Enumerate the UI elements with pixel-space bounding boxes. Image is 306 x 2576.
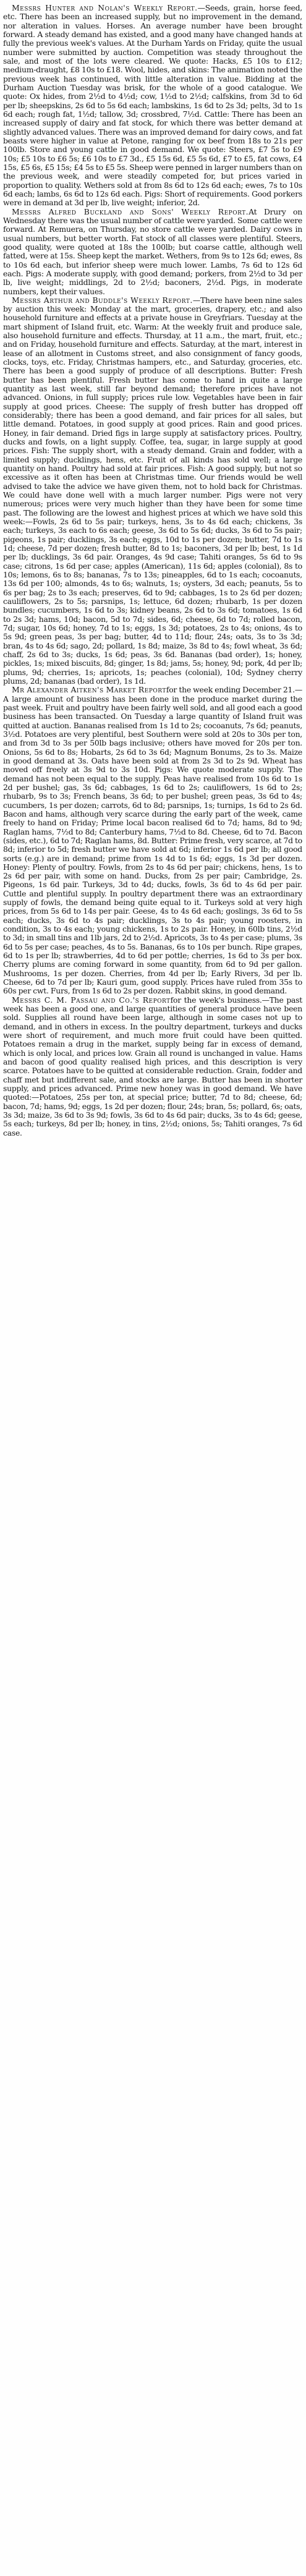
report-buckland [3,208,302,296]
report-heading: Messrs C. M. Passau and Co.'s Report [12,995,171,1005]
report-body: —Seeds, grain, horse feed, etc. There has been an increased supply, but no improvement in the demand, nor alteration in values. Horses. An average number have been brought forward. A steady demand has existed, and a good many have changed hands at fully the previous week's values. At the Durham Yards on Friday, quite the usual number were submitted by auction. Competition was steady throughout the sale, and most of the lots were cleared. We quote: Hacks, £5 10s to £12; medium-draught, £8 10s to £18. Wool, hides, and skins: The animation noted the previous week has continued, with little alteration in value. Bidding at the Durham Auction Tuesday was brisk, for the whole of a good catalogue. We quote: Ox hides, from 2½d to 4½d; cow, 1½d to 2½d; calfskins, from 3d to 6d per lb; sheepskins, 2s 6d to 5s 6d each; lambskins, 1s 6d to 2s 3d; pelts, 3d to 1s 6d each; rough fat, 1½d; tallow, 3d; crossbred, 7½d. Cattle: There has been an increased supply of dairy and fat stock, for which there was better demand at slightly advanced values. There was an improved demand for dairy cows, and fat beasts were higher in value at Petone, ranging for ox beef from 18s to 21s per 100lb. Store and young cattle in good demand. We quote: Steers, £7 5s to £9 10s; £5 10s to £6 5s; £6 10s to £7 3d., £5 15s 6d, £5 5s 6d, £7 to £5, fat cows, £4 15s, £5 6s, £5 15s; £4 5s to £5 5s. Sheep were penned in larger numbers than on the previous week, and were steadily competed for, but prices varied in proportion to quality. Wethers sold at from 8s 6d to 12s 6d each; ewes, 7s to 10s 6d each; lambs, 6s 6d to 12s 6d each. Pigs: Short of requirements. Good porkers were in demand at 3d per lb, live weight; inferior, 2d. [3,3,302,208]
report-paragraph [3,296,302,686]
report-paragraph [3,686,302,995]
report-heading: Messrs Hunter and Nolan's Weekly Report. [12,3,198,12]
report-paragraph [3,996,302,1137]
report-arthur-buddle [3,296,302,686]
report-heading: Mr Alexander Aitken's Market Report [12,685,166,695]
report-body: At Drury on Wednesday there was the usual number of cattle were yarded. Some cattle were forward. At Remuera, on Thursday, no store cattle were yarded. Dairy cows in usual numbers, but better worth. Fat stock of all classes were plentiful. Steers, good quality, were quoted at 18s the 100lb; but coarse cattle, although well fatted, were at 15s. Sheep kept the market. Wethers, from 9s to 12s 6d; ewes, 8s to 10s 6d each, but inferior sheep were much lower. Lambs, 7s 6d to 12s 6d each. Pigs: A moderate supply, with good demand; porkers, from 2½d to 3d per lb, live weight; middlings, 2d to 2½d; baconers, 2½d. Pigs, in moderate numbers, kept their values. [3,206,303,296]
report-passau [3,996,302,1137]
report-body: —There have been nine sales by auction this week: Monday at the mart, groceries, drapery, etc.; and also household furniture and effects at a private house in Greyfriars. Tuesday at the mart shipment of Island fruit, etc. Warm: At the weekly fruit and produce sale, also household furniture and effects. Thursday, at 11 a.m., the mart, fruit, etc.; and on Friday, household furniture and effects. Saturday, at the mart, interest in lease of an allotment in Customs street, and also consignment of fancy goods, clocks, toys, etc. Friday, Christmas hampers, etc., and Saturday, groceries, etc. There has been a good supply of produce of all descriptions. Butter: Fresh butter has been plentiful. Fresh butter has come to hand in quite a large quantity as last week, still far beyond demand; therefore prices have not advanced. Onions, in full supply; prices rule low. Vegetables have been in fair supply at good prices. Cheese: The supply of fresh butter has dropped off considerably; there has been a good demand, and fair prices for all sales, but little demand. Potatoes, in good supply at good prices. Rain and good prices. Honey, in fair demand. Dried figs in large supply at satisfactory prices. Poultry, ducks and fowls, on a light supply. Coffee, tea, sugar, in large supply at good prices. Fish: The supply short, with a steady demand. Grain and fodder, with a limited supply; ducklings, hens, etc. Fruit of all kinds has sold well; a large quantity on hand. Poultry had sold at fair prices. Fish: A good supply, but not so excessive as it often has been at Christmas time. Our friends would be well advised to take the advice we have given them, not to hold back for Christmas. We could have done well with a much larger number. Pigs were not very numerous; prices were very much higher than they have been for some time past. The following are the lowest and highest prices at which we have sold this week:—Fowls, 2s 6d to 5s pair; turkeys, hens, 3s to 4s 6d each; chickens, 3s each; turkeys, 3s each to 6s each; geese, 3s 6d to 5s 6d; ducks, 3s 6d to 5s pair; pigeons, 1s pair; ducklings, 3s each; eggs, 10d to 1s per dozen; butter, 7d to 1s 1d; cheese, 7d per dozen; fresh butter, 8d to 1s; baconers, 3d per lb; best, 1s 1d per lb; ducklings, 3s 6d pair. Oranges, 4s 9d case; Tahiti oranges, 5s 6d to 9s case; citrons, 1s 6d per case; apples (American), 11s 6d; apples (colonial), 8s to 10s; lemons, 6s to 8s; bananas, 7s to 13s; pineapples, 6d to 1s each; cocoanuts, 13s 6d per 100; almonds, 4s to 6s; walnuts, 1s; oysters, 3d each; peanuts, 5s to 6s per bag; 2s to 3s each; preserves, 6d to 9d; cabbages, 1s to 2s 6d per dozen; cauliflowers, 2s to 5s; parsnips, 1s; lettuce, 6d dozen; rhubarb, 1s per dozen bundles; cucumbers, 1s 6d to 3s; kidney beans, 2s 6d to 3s 6d; tomatoes, 1s 6d to 2s 3d; hams, 10d; bacon, 5d to 7d; sides, 6d; cheese, 6d to 7d; rolled bacon, 7d; sugar, 10s 6d; honey, 7d to 1s; eggs, 1s 3d; potatoes, 2s to 4s; onions, 4s to 5s 9d; green peas, 3s per bag; butter, 4d to 11d; flour, 24s; oats, 3s to 3s 3d; bran, 4s to 4s 6d; sago, 2d; pollard, 1s 8d; maize, 3s 8d to 4s; fowl wheat, 3s 6d; chaff, 2s 6d to 3s; ducks, 1s 6d; peas, 3s 6d. Bananas (bad order), 1s; honey, pickles, 1s; mixed biscuits, 8d; ginger, 1s 8d; jams, 5s; honey, 9d; pork, 4d per lb; plums, 9d; cherries, 1s; apricots, 1s; peaches (colonial), 10d; Sydney cherry plums, 2d; bananas (bad order), 1s 1d. [3,295,302,686]
report-hunter-nolan [3,4,302,208]
market-reports-column [3,4,302,1137]
report-paragraph [3,4,302,208]
report-paragraph [3,208,302,296]
report-heading: Messrs Arthur and Buddle's Weekly Report. [12,295,193,305]
report-body: for the week's business.—The past week has been a good one, and large quantities of general produce have been sold. Supplies all round have been large, although in some cases not up to demand, and in others in excess. In the poultry department, turkeys and ducks were short of requirement, and much more fruit could have been quitted. Potatoes remain a drug in the market, supply being far in excess of demand, which is only local, and prices low. Grain all round is unchanged in value. Hams and bacon of good quality realised high prices, and this description is very scarce. Potatoes have to be quitted at considerable reduction. Grain, fodder and chaff met but indifferent sale, and stocks are large. Butter has been in shorter supply, and prices advanced. Prime new honey was in good demand. We have quoted:—Potatoes, 25s per ton, at special price; butter, 7d to 8d; cheese, 6d; bacon, 7d; hams, 9d; eggs, 1s 2d per dozen; flour, 24s; bran, 5s; pollard, 6s; oats, 3s 3d; maize, 3s 6d to 3s 9d; fowls, 3s 6d to 4s 6d pair; ducks, 3s to 4s 6d; geese, 5s each; turkeys, 8d per lb; honey, in tins, 2½d; onions, 5s; Tahiti oranges, 7s 6d case. [3,995,302,1137]
report-aitken [3,686,302,995]
report-body: for the week ending December 21.—A large amount of business has been done in the produce market during the past week. Fruit and poultry have been fairly well sold, and all good each a good business has been transacted. On Tuesday a large quantity of Island fruit was quitted at auction. Bananas realised from 1s 1d to 2s; cocoanuts, 7s 6d; peanuts, 3½d. Potatoes are very plentiful, best Southern were sold at 20s to 30s per ton, and from 3d to 3s per 50lb bags inclusive; others have moved for 20s per ton. Onions, 5s 6d to 8s; Hobarts, 2s 6d to 3s 6d; Magnum Bonums, 2s to 3s. Maize in good demand at 3s. Oats have been sold at from 2s 3d to 2s 9d. Wheat has moved off freely at 3s 9d to 3s 10d. Pigs: We quote moderate supply. The demand has not been equal to the supply. Peas have realised from 10s 6d to 1s 2d per bushel; gas, 3s 6d; cabbages, 1s 6d to 2s; cauliflowers, 1s 6d to 2s; rhubarb, 9s to 3s; French beans, 3s 6d; to per bushel; green peas, 3s 6d to 4s; cucumbers, 1s per dozen; carrots, 6d to 8d; parsnips, 1s; turnips, 1s 6d to 2s 6d. Bacon and hams, although very scarce during the early part of the week, came freely to hand on Friday; Prime local bacon realised 6d to 7d; hams, 8d to 9d; Raglan hams, 7½d to 8d; Canterbury hams, 7½d to 8d. Cheese, 6d to 7d. Bacon (sides, etc.), 6d to 7d; Raglan hams, 8d. Butter: Prime fresh, very scarce, at 7d to 8d; inferior to 5d; fresh butter we have sold at 6d; inferior 1s 6d per lb; all good sorts (e.g.) are in demand; prime from 1s 4d to 1s 6d; eggs, 1s 3d per dozen. Honey: Plenty of poultry. Fowls, from 2s to 4s 6d per pair; chickens, hens, 1s to 2s 6d per pair, with some on hand. Ducks, from 2s per pair; Cambridge, 2s. Pigeons, 1s 6d pair. Turkeys, 3d to 4d; ducks, fowls, 3s 6d to 4s 6d per pair. Cuttle and plentiful supply. In poultry department there was an extraordinary supply of fowls, the demand being quite equal to it. Turkeys sold at very high prices, from 5s 6d to 14s per pair. Geese, 4s to 4s 6d each; goslings, 3s 6d to 5s each; ducks, 3s 6d to 4s pair; ducklings, 3s to 4s pair; young roosters, in condition, 3s to 4s each; young chickens, 1s to 2s pair. Honey, in 60lb tins, 2½d to 3d; in small tins and 1lb jars, 2d to 2½d. Apricots, 3s to 4s per case; plums, 3s 6d to 5s per case; peaches, 4s to 5s. Bananas, 6s to 10s per bunch. Ripe grapes, 6d to 1s per lb; strawberries, 4d to 6d per pottle; cherries, 1s 6d to 3s per box. Cherry plums are coming forward in some quantity, from 6d to 9d per gallon. Mushrooms, 1s per dozen. Cherries, from 4d per lb; Early Rivers, 3d per lb. Cheese, 6d to 7d per lb; Kauri gum, good supply. Prices have ruled from 35s to 60s per cwt. Furs, from 1s 6d to 2s per dozen. Rabbit skins, in good demand. [3,685,302,996]
report-heading: Messrs Alfred Buckland and Sons' Weekly Report. [12,206,249,216]
